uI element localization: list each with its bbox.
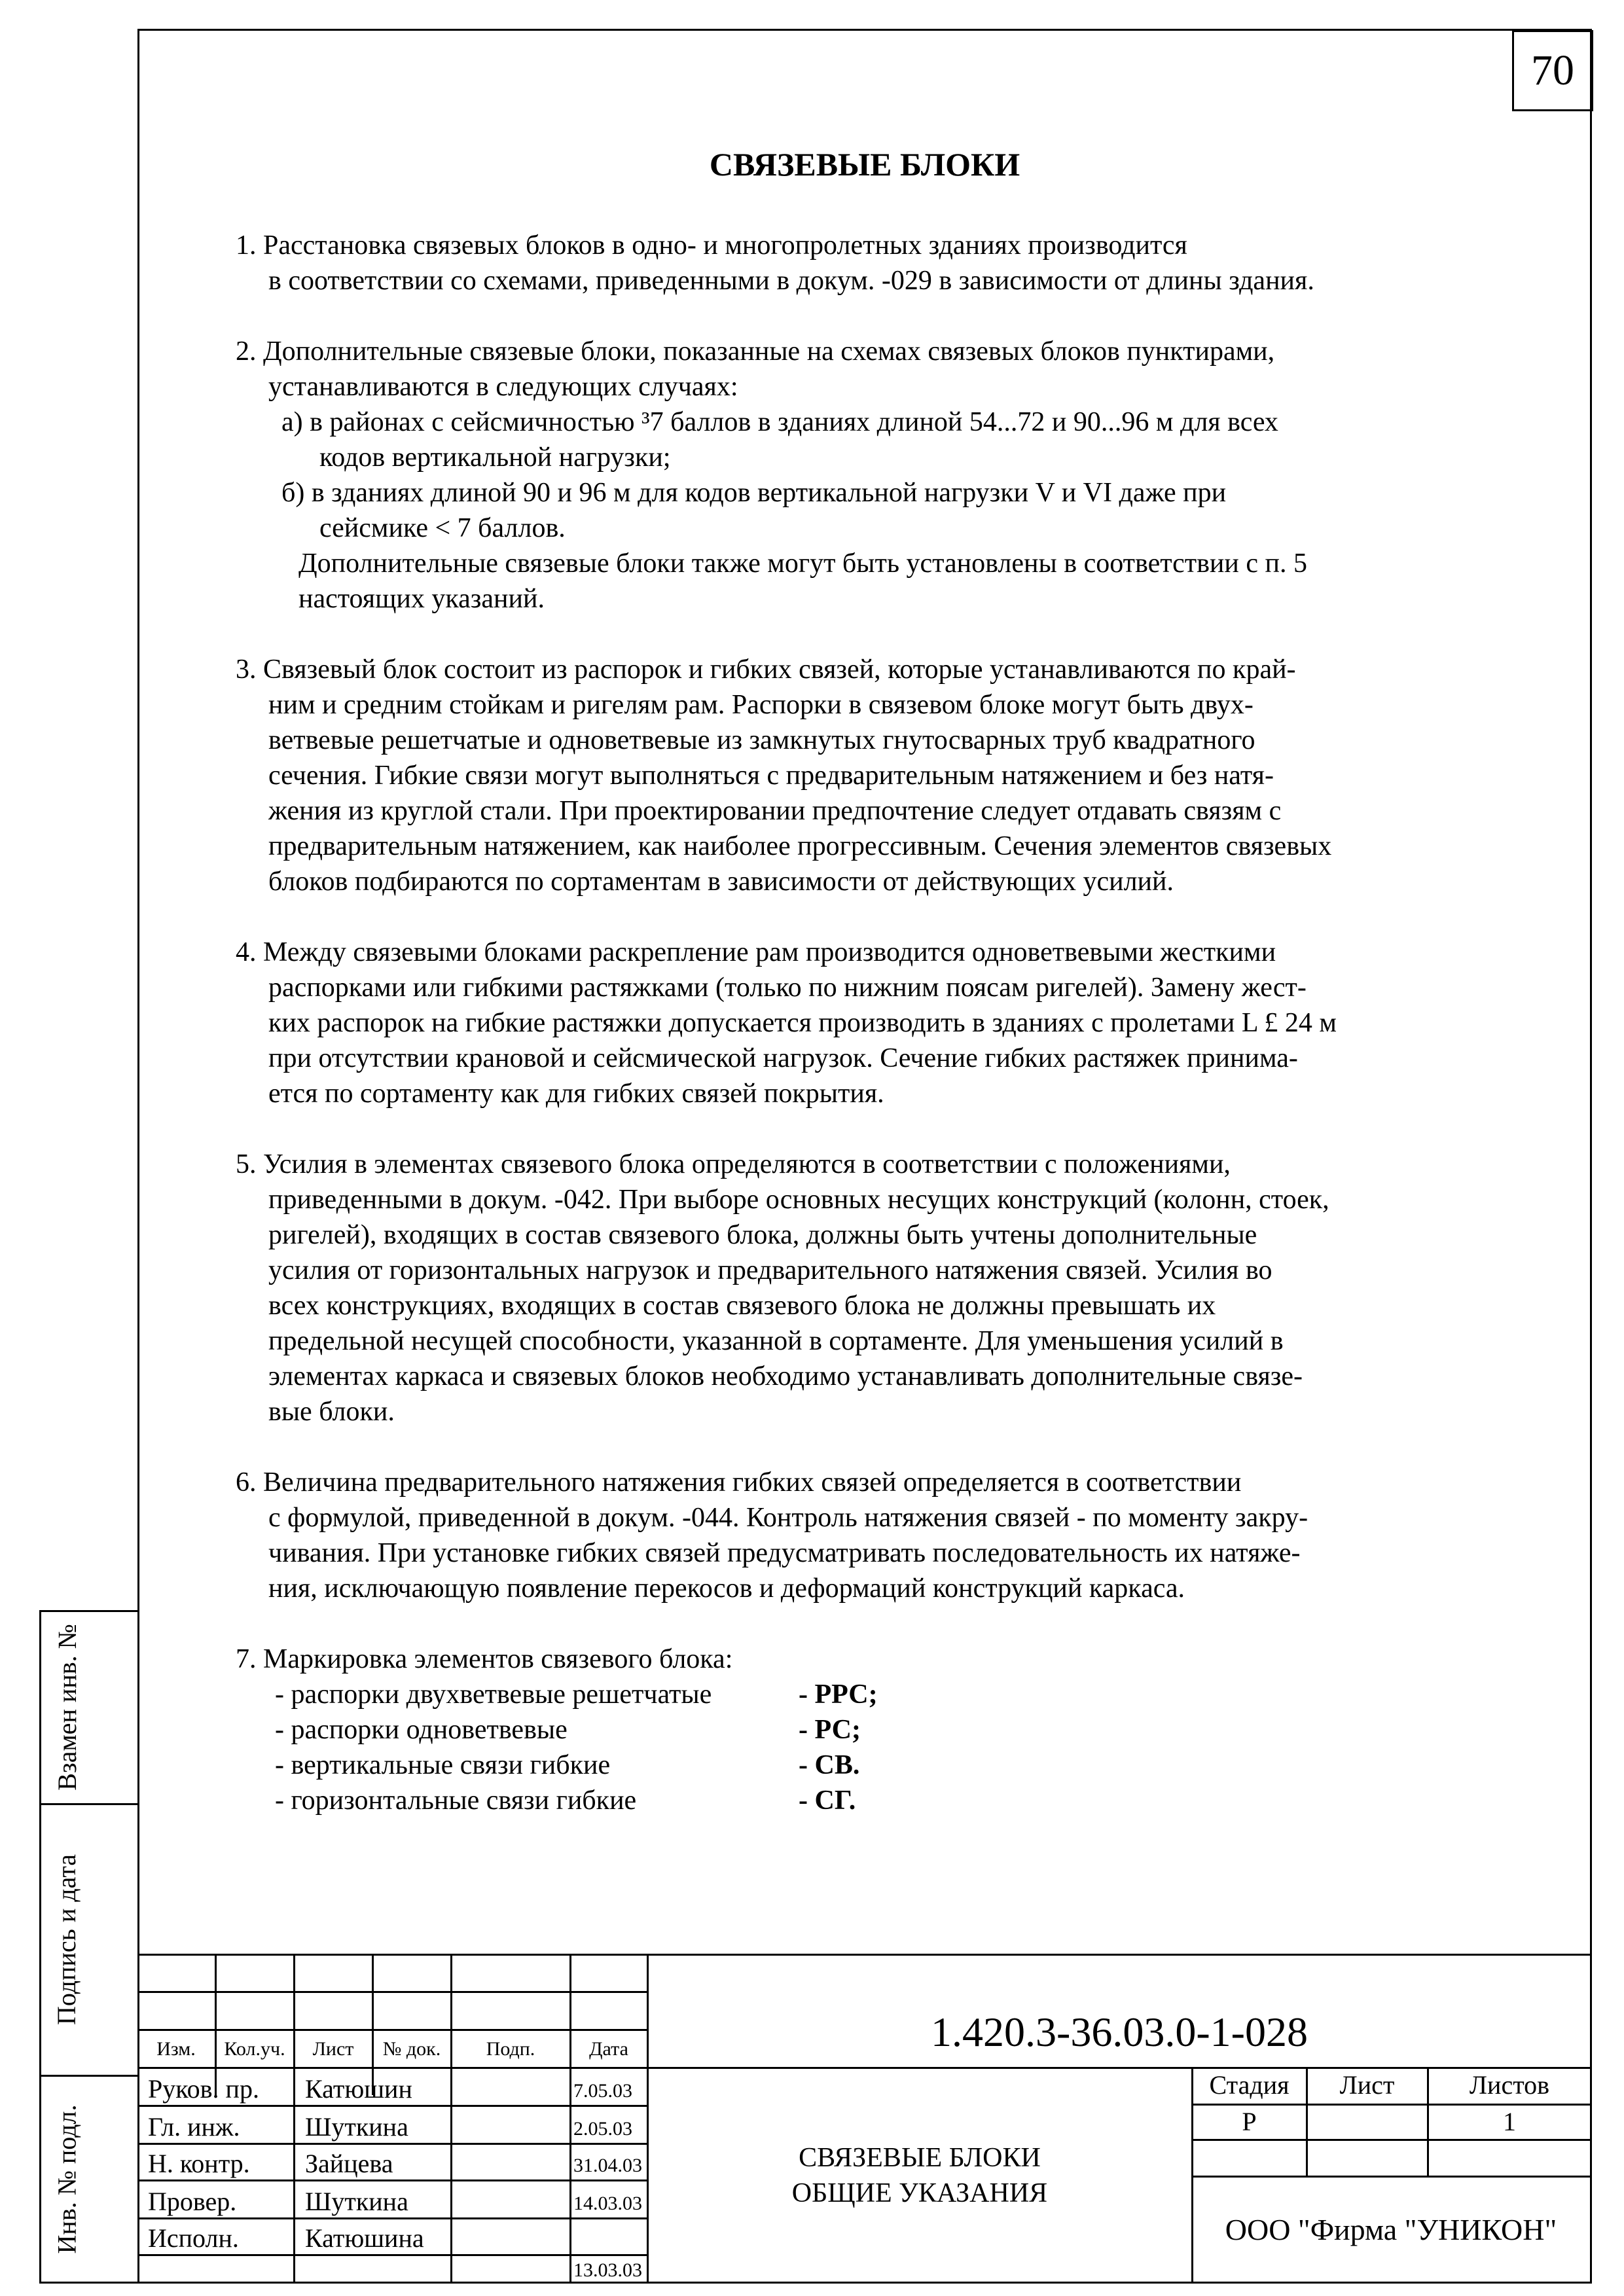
note-line: сечения. Гибкие связи могут выполняться с предварительным натяжением и без натя- [268,761,1274,791]
frame-left [137,29,139,2284]
marking-row [236,1712,1532,1748]
note-line: Дополнительные связевые блоки также могут быть установлены в соответствии с п. 5 [298,548,1307,579]
note-line: 5. Усилия в элементах связевого блока определяются в соответствии с положениями, [236,1149,1231,1179]
note-line: распорками или гибкими растяжками (только по нижним поясам ригелей). Замену жест- [268,973,1307,1003]
note-line: элементах каркаса и связевых блоков необходимо устанавливать дополнительные связе- [268,1361,1303,1391]
marking-label: - вертикальные связи гибкие [275,1750,611,1780]
tb-hline [137,2217,648,2219]
tb-name: Шуткина [305,2112,408,2142]
sheet-title-line: СВЯЗЕВЫЕ БЛОКИ [799,2143,1041,2173]
side-sign-date [41,1804,93,2075]
tb-header-kol: Кол.уч. [224,2038,285,2060]
tb-date: 13.03.03 [573,2259,642,2281]
marking-code: - РРС; [799,1679,878,1710]
tb-header-izm: Изм. [156,2038,196,2060]
marking-label: - распорки одноветвевые [275,1715,568,1745]
side-replaced-inv [41,1611,93,1803]
tb-hline [137,1991,648,1993]
note-line: блоков подбираются по сортаментам в зависимости от действующих усилий. [268,867,1174,897]
note-5 [236,1147,1532,1429]
note-line: а) в районах с сейсмичностью ³7 баллов в зданиях длиной 54...72 и 90...96 м для всех [281,407,1278,437]
tb-role: Исполн. [148,2223,239,2253]
note-line: всех конструкциях, входящих в состав связевого блока не должны превышать их [268,1291,1216,1321]
note-line: 7. Маркировка элементов связевого блока: [236,1644,733,1674]
note-line: ния, исключающую появление перекосов и деформаций конструкций каркаса. [268,1573,1185,1604]
tb-header-sign: Подп. [486,2038,535,2060]
note-line: приведенными в докум. -042. При выборе основных несущих конструкций (колонн, стоек, [268,1185,1329,1215]
note-line: усилия от горизонтальных нагрузок и предварительного натяжения связей. Усилия во [268,1255,1272,1285]
sheet-title-line: ОБЩИЕ УКАЗАНИЯ [791,2178,1048,2208]
stage-value: Р [1242,2107,1257,2136]
sheets-value: 1 [1503,2107,1516,2136]
frame-bottom [39,2282,1592,2284]
note-line: устанавливаются в следующих случаях: [268,372,738,402]
tb-hline [137,1954,1592,1956]
note-line: 6. Величина предварительного натяжения гибких связей определяется в соответствии [236,1467,1242,1498]
note-line: 2. Дополнительные связевые блоки, показанные на схемах связевых блоков пунктирами, [236,336,1275,367]
tb-header-doc: № док. [382,2038,441,2060]
tb-hline [137,2105,648,2107]
marking-label: - горизонтальные связи гибкие [275,1785,637,1816]
note-line: ригелей), входящих в состав связевого блока, должны быть учтены дополнительные [268,1220,1257,1250]
tb-role: Гл. инж. [148,2112,240,2142]
tb-hline [1191,2139,1592,2141]
tb-hline [137,2254,648,2256]
note-line: 4. Между связевыми блоками раскрепление рам производится одноветвевыми жесткими [236,937,1276,967]
tb-role: Руков. пр. [148,2074,259,2104]
tb-date: 2.05.03 [573,2118,632,2140]
tb-date: 14.03.03 [573,2193,642,2214]
tb-vline [450,1954,452,2284]
side-sign-date-label: Подпись и дата [52,1854,82,2026]
note-line: б) в зданиях длиной 90 и 96 м для кодов вертикальной нагрузки V и VI даже при [281,478,1227,508]
marking-code: - СВ. [799,1750,860,1780]
tb-name: Катюшина [305,2223,424,2253]
sheet-label: Лист [1339,2070,1395,2100]
note-line: чивания. При установке гибких связей предусматривать последовательность их натяже- [268,1538,1301,1568]
page-number: 70 [1512,30,1593,111]
note-4 [236,935,1532,1111]
marking-code: - СГ. [799,1785,856,1816]
notes-body [236,228,1532,1854]
tb-role: Провер. [148,2187,237,2216]
tb-name: Катюшин [305,2074,412,2104]
note-3 [236,652,1532,899]
organization-name: ООО "Фирма "УНИКОН" [1225,2212,1557,2246]
tb-date: 31.04.03 [573,2155,642,2176]
tb-vline [569,1954,571,2284]
tb-hline [1191,2104,1592,2106]
note-line: вые блоки. [268,1397,395,1427]
marking-row [236,1677,1532,1712]
frame-top [137,29,1592,31]
side-inv-orig-label: Инв. № подл. [52,2104,82,2253]
marking-row [236,1748,1532,1783]
stage-label: Стадия [1209,2070,1290,2100]
tb-date: 7.05.03 [573,2080,632,2102]
tb-name: Зайцева [305,2149,393,2178]
note-6 [236,1465,1532,1606]
note-line: в соответствии со схемами, приведенными в докум. -029 в зависимости от длины здания. [268,266,1314,296]
marking-label: - распорки двухветвевые решетчатые [275,1679,712,1710]
tb-name: Шуткина [305,2187,408,2216]
note-line: жения из круглой стали. При проектировании предпочтение следует отдавать связям с [268,796,1282,826]
side-inv-orig [41,2076,93,2282]
tb-vline [293,1954,295,2284]
note-2 [236,334,1532,617]
tb-role: Н. контр. [148,2149,250,2178]
document-code: 1.420.3-36.03.0-1-028 [931,2009,1308,2055]
note-line: ких распорок на гибкие растяжки допускается производить в зданиях с пролетами L £ 24 м [268,1008,1337,1038]
marking-code: - РС; [799,1715,861,1745]
tb-header-date: Дата [589,2038,628,2060]
note-line: с формулой, приведенной в докум. -044. Контроль натяжения связей - по моменту закру- [268,1503,1308,1533]
sheets-label: Листов [1469,2070,1550,2100]
note-line: кодов вертикальной нагрузки; [319,442,671,473]
note-line: сейсмике < 7 баллов. [319,513,566,543]
note-line: предельной несущей способности, указанной в сортаменте. Для уменьшения усилий в [268,1326,1284,1356]
tb-hline [137,2143,648,2145]
note-line: ним и средним стойкам и ригелям рам. Распорки в связевом блоке могут быть двух- [268,690,1254,720]
note-line: 1. Расстановка связевых блоков в одно- и многопролетных зданиях производится [236,230,1187,260]
tb-hline [137,2179,648,2181]
note-7 [236,1641,1532,1818]
note-line: при отсутствии крановой и сейсмической нагрузок. Сечение гибких растяжек принима- [268,1043,1298,1073]
note-line: ветвевые решетчатые и одноветвевые из замкнутых гнутосварных труб квадратного [268,725,1255,755]
page-title: СВЯЗЕВЫЕ БЛОКИ [709,146,1020,183]
note-1 [236,228,1532,298]
note-line: 3. Связевый блок состоит из распорок и гибких связей, которые устанавливаются по край- [236,655,1296,685]
side-replaced-inv-label: Взамен инв. № [52,1624,82,1791]
note-line: предварительным натяжением, как наиболее прогрессивным. Сечения элементов связевых [268,831,1332,861]
marking-row [236,1783,1532,1818]
sheet-title [648,2140,1191,2211]
note-line: настоящих указаний. [298,584,545,614]
tb-header-list: Лист [312,2038,354,2060]
note-line: ется по сортаменту как для гибких связей покрытия. [268,1079,884,1109]
frame-right [1590,29,1592,2284]
